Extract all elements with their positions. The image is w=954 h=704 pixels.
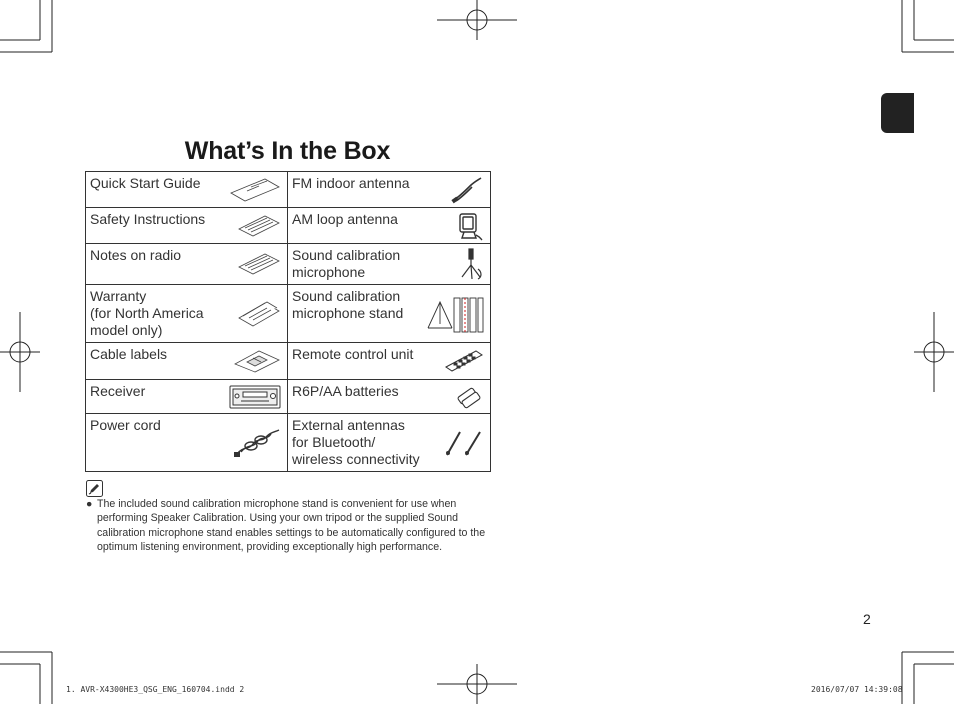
item-label: R6P/AA batteries	[292, 383, 399, 399]
table-row	[86, 414, 491, 472]
page-number: 2	[863, 611, 871, 627]
table-row	[86, 380, 491, 414]
external-antennas-icon	[444, 429, 484, 457]
item-label: Power cord	[90, 417, 161, 433]
booklet-icon	[237, 252, 281, 276]
item-cell	[288, 208, 491, 244]
item-label: Receiver	[90, 383, 146, 399]
booklet-icon	[237, 299, 281, 329]
item-label: Sound calibration microphone	[292, 247, 401, 280]
item-cell	[86, 285, 288, 343]
table-row	[86, 343, 491, 380]
item-label: Sound calibration microphone stand	[292, 288, 404, 321]
item-cell	[86, 343, 288, 380]
item-cell	[86, 172, 288, 208]
language-tab	[881, 93, 914, 133]
note-text: The included sound calibration microphone stand is convenient for use when performing Speaker Calibration. Using your own tripod or the supplied Sound calibration microphone stand enables settings to be automatically configured to the optimum listening environment, providing exceptionally high performance.	[97, 498, 486, 553]
timestamp-slug: 2016/07/07 14:39:08	[811, 685, 903, 694]
item-cell	[288, 172, 491, 208]
pencil-icon	[86, 480, 103, 497]
am-loop-antenna-icon	[454, 211, 484, 241]
note-bullet: ●	[86, 498, 93, 510]
batteries-icon	[454, 384, 484, 410]
item-label: Safety Instructions	[90, 211, 206, 227]
microphone-icon	[458, 247, 484, 281]
item-cell	[288, 414, 491, 472]
cable-labels-icon	[233, 348, 281, 374]
booklet-icon	[237, 214, 281, 238]
fm-antenna-icon	[450, 176, 484, 204]
item-label: External antennas for Bluetooth/ wireless connectivity	[292, 417, 420, 467]
item-label: Notes on radio	[90, 247, 182, 263]
item-cell	[86, 208, 288, 244]
item-label: FM indoor antenna	[292, 175, 410, 191]
item-cell	[86, 244, 288, 285]
item-label: Remote control unit	[292, 346, 414, 362]
item-cell	[288, 343, 491, 380]
item-label: AM loop antenna	[292, 211, 398, 227]
booklet-icon	[229, 177, 281, 203]
power-cord-icon	[233, 428, 281, 458]
page-title: What’s In the Box	[184, 137, 391, 165]
table-row	[86, 172, 491, 208]
table-row	[86, 244, 491, 285]
item-cell	[288, 244, 491, 285]
item-label: Quick Start Guide	[90, 175, 201, 191]
item-label: Cable labels	[90, 346, 168, 362]
receiver-icon	[229, 383, 281, 411]
microphone-stand-icon	[426, 294, 484, 334]
item-cell	[86, 380, 288, 414]
table-row	[86, 285, 491, 343]
item-cell	[86, 414, 288, 472]
item-cell	[288, 380, 491, 414]
item-label: Warranty (for North America model only)	[90, 288, 204, 338]
file-slug: 1. AVR-X4300HE3_QSG_ENG_160704.indd 2	[66, 685, 245, 694]
note-section	[86, 497, 486, 554]
table-row	[86, 208, 491, 244]
item-cell	[288, 285, 491, 343]
box-contents-table	[85, 171, 491, 472]
remote-control-icon	[444, 349, 484, 373]
